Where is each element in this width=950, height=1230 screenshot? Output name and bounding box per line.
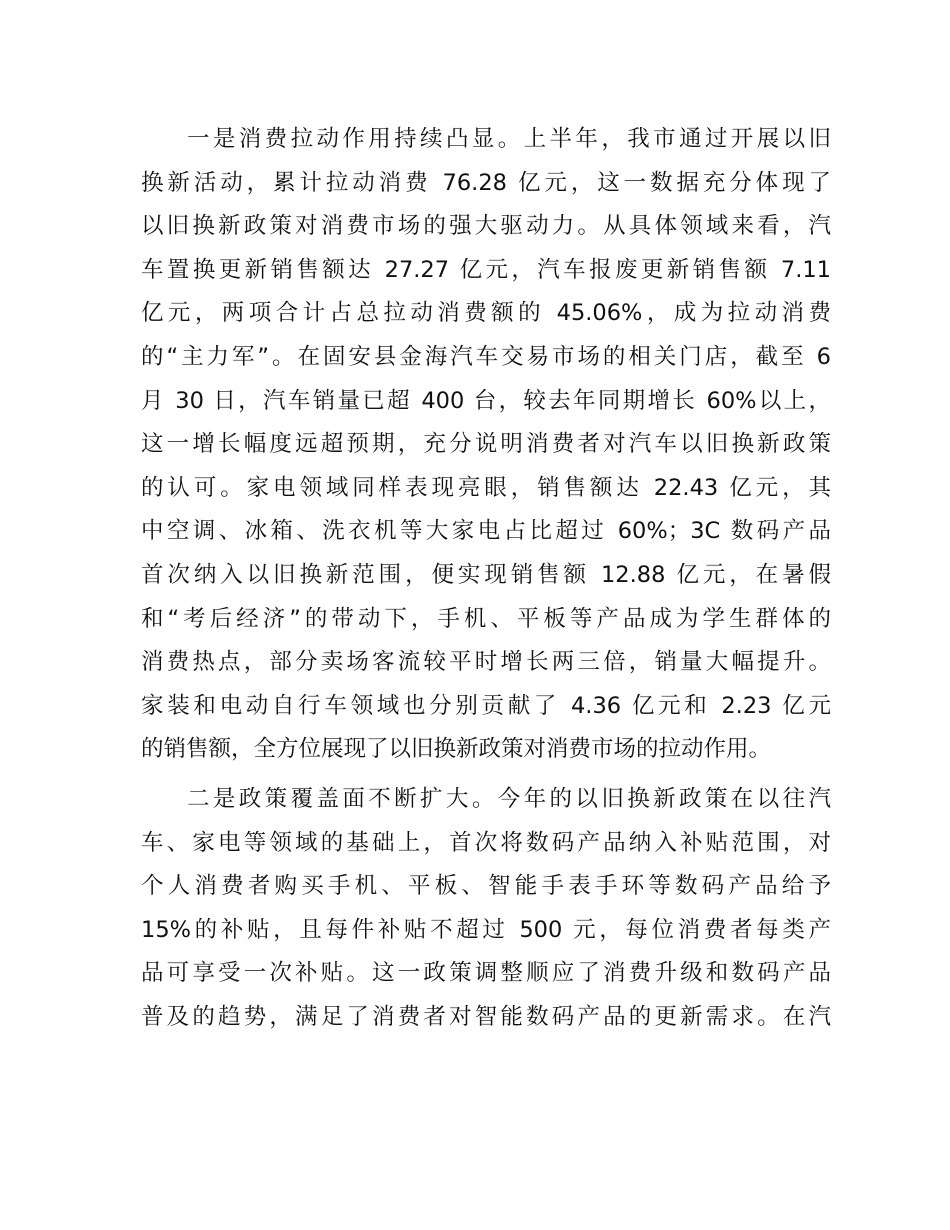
text-line: 车、家电等领域的基础上，首次将数码产品纳入补贴范围，对 <box>141 829 831 856</box>
text-line: 这一增长幅度远超预期，充分说明消费者对汽车以旧换新政策 <box>141 431 831 458</box>
text-line: 和“考后经济”的带动下，手机、平板等产品成为学生群体的 <box>141 605 831 632</box>
document-body <box>141 118 831 1039</box>
text-line: 的“主力军”。在固安县金海汽车交易市场的相关门店，截至 6 <box>141 343 831 370</box>
text-line: 普及的趋势，满足了消费者对智能数码产品的更新需求。在汽 <box>141 1003 831 1030</box>
paragraph-policy-coverage <box>141 778 831 1040</box>
text-line: 换新活动，累计拉动消费 76.28 亿元，这一数据充分体现了 <box>141 169 831 196</box>
text-line: 的销售额，全方位展现了以旧换新政策对消费市场的拉动作用。 <box>141 736 772 763</box>
text-line: 个人消费者购买手机、平板、智能手表手环等数码产品给予 <box>141 873 831 900</box>
paragraph-consumption-boost <box>141 118 831 772</box>
text-line: 一是消费拉动作用持续凸显。上半年，我市通过开展以旧 <box>187 126 831 152</box>
text-line: 的认可。家电领域同样表现亮眼，销售额达 22.43 亿元，其 <box>141 474 831 501</box>
text-line: 首次纳入以旧换新范围，便实现销售额 12.88 亿元，在暑假 <box>141 561 831 588</box>
text-line: 15%的补贴，且每件补贴不超过 500 元，每位消费者每类产 <box>141 916 831 943</box>
text-line: 以旧换新政策对消费市场的强大驱动力。从具体领域来看，汽 <box>141 213 831 240</box>
text-line: 品可享受一次补贴。这一政策调整顺应了消费升级和数码产品 <box>141 960 831 987</box>
text-line: 月 30 日，汽车销量已超 400 台，较去年同期增长 60%以上， <box>141 387 831 414</box>
text-line: 亿元，两项合计占总拉动消费额的 45.06%，成为拉动消费 <box>141 300 831 327</box>
text-line: 二是政策覆盖面不断扩大。今年的以旧换新政策在以往汽 <box>187 785 831 812</box>
text-line: 家装和电动自行车领域也分别贡献了 4.36 亿元和 2.23 亿元 <box>141 692 831 719</box>
text-line: 中空调、冰箱、洗衣机等大家电占比超过 60%；3C 数码产品 <box>141 518 831 545</box>
text-line: 消费热点，部分卖场客流较平时增长两三倍，销量大幅提升。 <box>141 649 831 676</box>
text-line: 车置换更新销售额达 27.27 亿元，汽车报废更新销售额 7.11 <box>141 256 831 283</box>
